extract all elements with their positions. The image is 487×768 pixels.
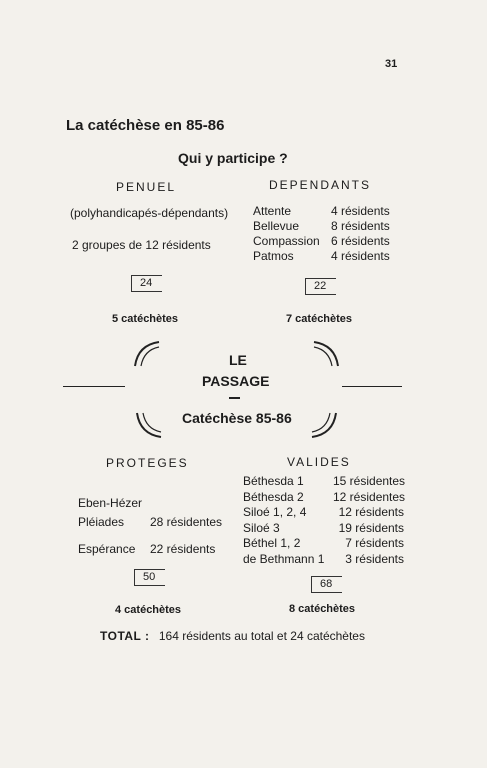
- divider-left: [63, 386, 125, 387]
- list-item: 12 résidentes: [333, 489, 406, 504]
- dependants-total-box: 22: [305, 278, 336, 295]
- list-item: Béthesda 2: [243, 489, 304, 504]
- valides-heading: VALIDES: [287, 455, 351, 469]
- valides-catechetes: 8 catéchètes: [289, 603, 356, 615]
- penuel-groups: 2 groupes de 12 résidents: [72, 238, 211, 252]
- page-title: La catéchèse en 85-86: [66, 117, 225, 134]
- list-item: Siloé 1, 2, 4: [243, 505, 307, 520]
- dependants-heading: DEPENDANTS: [269, 178, 372, 192]
- list-item: 7 résidents: [345, 536, 404, 551]
- penuel-catechetes: 5 catéchètes: [112, 313, 179, 325]
- proteges-total-box: 50: [134, 569, 165, 586]
- total-text: 164 résidents au total et 24 catéchètes: [158, 629, 365, 643]
- proteges-item-esperance: Espérance: [78, 542, 136, 556]
- proteges-heading: PROTEGES: [106, 456, 189, 470]
- proteges-count-pleiades: 28 résidentes: [150, 515, 223, 529]
- list-item: Béthesda 1: [243, 474, 304, 488]
- penuel-note: (polyhandicapés-dépendants): [70, 206, 229, 220]
- subtitle: Qui y participe ?: [178, 150, 288, 166]
- passage-catechese: Catéchèse 85-86: [182, 410, 292, 426]
- proteges-item-eben-hezer: Eben-Hézer: [78, 496, 143, 510]
- penuel-heading: PENUEL: [116, 180, 177, 194]
- passage-dash: [229, 397, 240, 399]
- dependants-counts: [331, 204, 390, 264]
- list-item: 3 résidents: [345, 551, 404, 566]
- list-item: 8 résidents: [331, 219, 390, 233]
- list-item: Compassion: [253, 234, 320, 248]
- list-item: Siloé 3: [243, 520, 280, 535]
- arrow-top-left-icon: [131, 338, 161, 368]
- passage-title: PASSAGE: [202, 373, 270, 389]
- valides-names: [243, 474, 324, 568]
- list-item: Bellevue: [253, 219, 300, 233]
- dependants-catechetes: 7 catéchètes: [286, 313, 353, 325]
- divider-right: [342, 386, 402, 387]
- list-item: Béthel 1, 2: [243, 536, 301, 551]
- list-item: 4 résidents: [331, 204, 390, 218]
- proteges-item-pleiades: Pléiades: [78, 515, 125, 529]
- total-line: [100, 629, 365, 643]
- list-item: 12 résidents: [338, 505, 404, 520]
- list-item: 4 résidents: [331, 249, 390, 263]
- list-item: Patmos: [253, 249, 294, 263]
- arrow-bottom-left-icon: [133, 411, 163, 441]
- list-item: de Bethmann 1: [243, 551, 325, 566]
- dependants-names: [253, 204, 320, 264]
- proteges-count-esperance: 22 résidents: [150, 542, 216, 556]
- total-label: TOTAL :: [100, 629, 150, 643]
- list-item: Attente: [253, 204, 292, 218]
- valides-total-box: 68: [311, 576, 342, 593]
- list-item: 19 résidents: [338, 520, 404, 535]
- list-item: 6 résidents: [331, 234, 390, 248]
- passage-le: LE: [229, 352, 247, 368]
- arrow-top-right-icon: [312, 338, 342, 368]
- proteges-catechetes: 4 catéchètes: [115, 604, 182, 616]
- arrow-bottom-right-icon: [310, 411, 340, 441]
- list-item: 15 résidentes: [333, 474, 406, 488]
- penuel-total-box: 24: [131, 275, 162, 292]
- valides-counts: [333, 474, 404, 568]
- page-number: 31: [385, 58, 398, 70]
